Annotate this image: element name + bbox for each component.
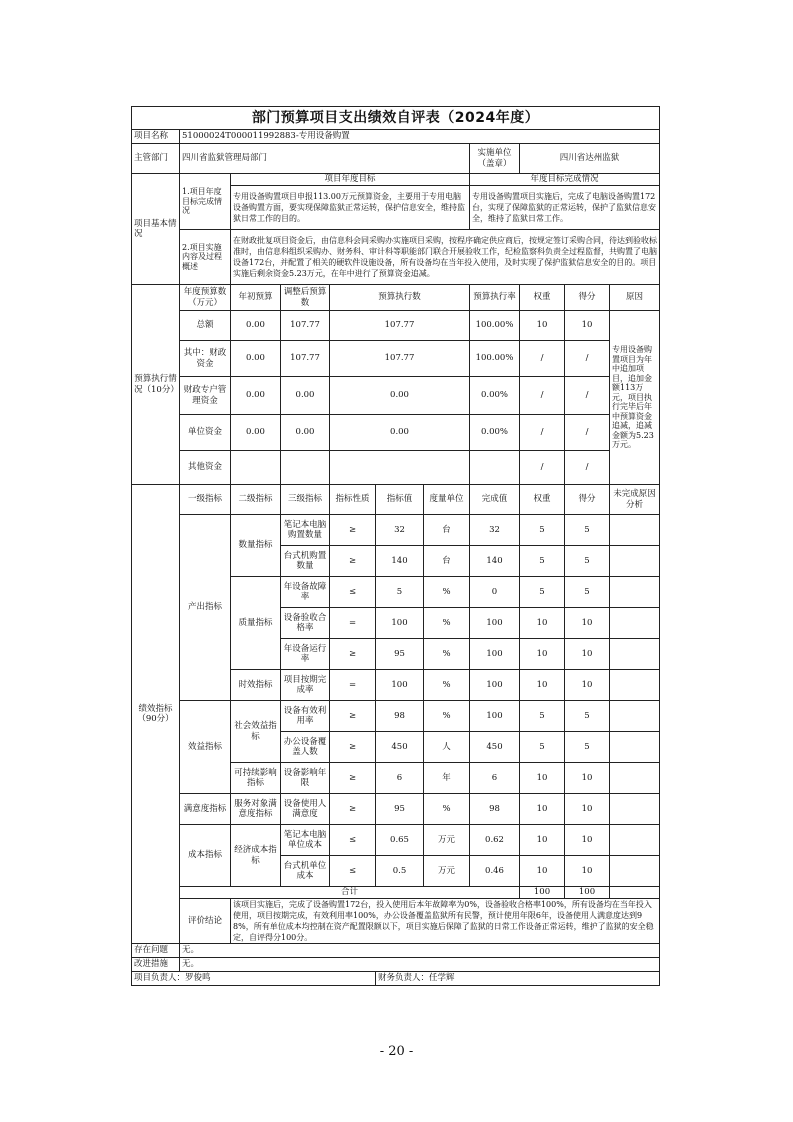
budget-header: 调整后预算数 — [281, 285, 330, 311]
issue-text: 无。 — [180, 944, 660, 958]
weight-cell: 10 — [520, 794, 565, 825]
weight-cell: 10 — [520, 639, 565, 670]
weight-cell: 5 — [520, 701, 565, 732]
budget-header: 原因 — [610, 285, 660, 311]
op-cell: = — [330, 608, 376, 639]
improve-label: 改进措施 — [132, 958, 180, 972]
score-cell: 10 — [565, 856, 610, 887]
unit-cell: % — [424, 701, 470, 732]
budget-cell: 0.00 — [281, 415, 330, 451]
budget-cell: 107.77 — [281, 341, 330, 377]
perf-header: 指标值 — [376, 485, 424, 515]
impl-unit-value: 四川省达州监狱 — [520, 144, 660, 174]
budget-section-label: 预算执行情况（10分） — [132, 285, 180, 485]
budget-cell: 0.00 — [231, 377, 281, 415]
budget-cell: 0.00 — [281, 377, 330, 415]
budget-header: 预算执行数 — [330, 285, 470, 311]
op-cell: ≤ — [330, 825, 376, 856]
op-cell: ≥ — [330, 546, 376, 577]
weight-cell: 10 — [520, 670, 565, 701]
l3-cell: 台式机单位成本 — [281, 856, 330, 887]
op-cell: ≤ — [330, 577, 376, 608]
weight-cell: 5 — [520, 577, 565, 608]
done-cell: 140 — [470, 546, 520, 577]
val-cell: 95 — [376, 794, 424, 825]
budget-cell: 107.77 — [330, 311, 470, 341]
unit-cell: % — [424, 577, 470, 608]
perf-header: 权重 — [520, 485, 565, 515]
op-cell: ≥ — [330, 639, 376, 670]
page-number: - 20 - — [379, 1044, 414, 1059]
eval-label: 评价结论 — [180, 899, 231, 944]
budget-cell: / — [565, 377, 610, 415]
perf-header: 度量单位 — [424, 485, 470, 515]
l3-cell: 设备有效利用率 — [281, 701, 330, 732]
budget-cell: 0.00 — [330, 415, 470, 451]
done-cell: 0.46 — [470, 856, 520, 887]
budget-header: 年度预算数（万元） — [180, 285, 231, 311]
budget-cell: / — [565, 415, 610, 451]
budget-cell: / — [565, 451, 610, 485]
evaluation-sheet — [131, 106, 659, 986]
reason-cell — [610, 670, 660, 701]
budget-cell: 0.00 — [231, 415, 281, 451]
val-cell: 100 — [376, 608, 424, 639]
budget-cell: 10 — [520, 311, 565, 341]
budget-cell — [231, 451, 281, 485]
l2-quantity: 数量指标 — [231, 515, 281, 577]
done-cell: 100 — [470, 701, 520, 732]
goal-header: 项目年度目标 — [231, 174, 470, 186]
done-text: 专用设备购置项目实施后，完成了电脑设备购置172台，实现了保障监狱的正常运转，保护了监狱信息安全，维持了监狱日常工作。 — [470, 186, 660, 230]
reason-cell — [610, 577, 660, 608]
budget-row-name: 其中：财政资金 — [180, 341, 231, 377]
budget-cell: 100.00% — [470, 311, 520, 341]
dept-value: 四川省监狱管理局部门 — [180, 144, 470, 174]
budget-cell: / — [520, 377, 565, 415]
l3-cell: 年设备故障率 — [281, 577, 330, 608]
val-cell: 5 — [376, 577, 424, 608]
l2-quality: 质量指标 — [231, 577, 281, 670]
val-cell: 95 — [376, 639, 424, 670]
score-cell: 10 — [565, 670, 610, 701]
reason-cell — [610, 608, 660, 639]
budget-cell: 0.00 — [330, 377, 470, 415]
l1-satisfaction: 满意度指标 — [180, 794, 231, 825]
budget-cell: / — [520, 341, 565, 377]
budget-cell: 100.00% — [470, 341, 520, 377]
perf-header: 一级指标 — [180, 485, 231, 515]
basic-info-label: 项目基本情况 — [132, 174, 180, 285]
budget-cell: 0.00% — [470, 377, 520, 415]
budget-header: 预算执行率 — [470, 285, 520, 311]
goal-text: 专用设备购置项目申报113.00万元预算资金，主要用于专用电脑设备购置方面，要实现保障监狱正常运转，保护信息安全，维持监狱日常工作的目的。 — [231, 186, 470, 230]
budget-cell: 0.00 — [231, 311, 281, 341]
total-score: 100 — [565, 887, 610, 899]
reason-cell — [610, 794, 660, 825]
budget-row-name: 其他资金 — [180, 451, 231, 485]
op-cell: ≤ — [330, 856, 376, 887]
impl-text: 在财政批复项目资金后，由信息科会同采购办实施项目采购，按程序确定供应商后，按规定签订采购合同，待达到验收标准时，由信息科组织采购办、财务科、审计科等职能部门联合开展验收工作，纪检监察科负责全过程监督，共购置了电脑设备172台，并配置了相关的硬软件设施设备，所有设备均在当年投入使用，及时实现了保护监狱信息安全的目的。项目实施后剩余资金5.23万元，在年中进行了预算资金追减。 — [231, 230, 660, 285]
weight-cell: 10 — [520, 825, 565, 856]
val-cell: 140 — [376, 546, 424, 577]
score-cell: 5 — [565, 732, 610, 763]
reason-cell — [610, 732, 660, 763]
done-cell: 6 — [470, 763, 520, 794]
l1-benefit: 效益指标 — [180, 701, 231, 794]
val-cell: 32 — [376, 515, 424, 546]
unit-cell: % — [424, 608, 470, 639]
score-cell: 10 — [565, 639, 610, 670]
l2-economic: 经济成本指标 — [231, 825, 281, 887]
l2-service: 服务对象满意度指标 — [231, 794, 281, 825]
op-cell: ≥ — [330, 763, 376, 794]
total-reason — [610, 887, 660, 899]
budget-cell — [330, 451, 470, 485]
reason-cell — [610, 763, 660, 794]
done-header: 年度目标完成情况 — [470, 174, 660, 186]
l3-cell: 办公设备覆盖人数 — [281, 732, 330, 763]
unit-cell: 人 — [424, 732, 470, 763]
val-cell: 6 — [376, 763, 424, 794]
perf-header: 未完成原因分析 — [610, 485, 660, 515]
done-cell: 100 — [470, 670, 520, 701]
perf-header: 得分 — [565, 485, 610, 515]
impl-label: 2.项目实施内容及过程概述 — [180, 230, 231, 285]
val-cell: 0.65 — [376, 825, 424, 856]
perf-header: 指标性质 — [330, 485, 376, 515]
budget-cell: / — [520, 451, 565, 485]
l1-cost: 成本指标 — [180, 825, 231, 887]
unit-cell: % — [424, 794, 470, 825]
op-cell: ≥ — [330, 794, 376, 825]
finance-manager: 财务负责人：任学辉 — [376, 972, 660, 986]
improve-text: 无。 — [180, 958, 660, 972]
done-cell: 100 — [470, 639, 520, 670]
l3-cell: 设备影响年限 — [281, 763, 330, 794]
budget-header: 得分 — [565, 285, 610, 311]
impl-unit-label: 实施单位（盖章） — [470, 144, 520, 174]
val-cell: 98 — [376, 701, 424, 732]
budget-row-name: 总额 — [180, 311, 231, 341]
l3-cell: 设备使用人满意度 — [281, 794, 330, 825]
issue-label: 存在问题 — [132, 944, 180, 958]
perf-section-label: 绩效指标（90分） — [132, 485, 180, 944]
budget-cell: 0.00 — [231, 341, 281, 377]
reason-cell — [610, 639, 660, 670]
budget-cell: 0.00% — [470, 415, 520, 451]
done-cell: 100 — [470, 608, 520, 639]
l1-output: 产出指标 — [180, 515, 231, 701]
budget-row-name: 财政专户管理资金 — [180, 377, 231, 415]
reason-cell — [610, 825, 660, 856]
l3-cell: 设备验收合格率 — [281, 608, 330, 639]
total-weight: 100 — [520, 887, 565, 899]
op-cell: ≥ — [330, 515, 376, 546]
budget-header: 权重 — [520, 285, 565, 311]
weight-cell: 10 — [520, 856, 565, 887]
val-cell: 450 — [376, 732, 424, 763]
score-cell: 10 — [565, 763, 610, 794]
budget-cell: 10 — [565, 311, 610, 341]
weight-cell: 10 — [520, 763, 565, 794]
val-cell: 100 — [376, 670, 424, 701]
total-label: 合计 — [180, 887, 520, 899]
unit-cell: 万元 — [424, 825, 470, 856]
budget-cell: / — [520, 415, 565, 451]
score-cell: 10 — [565, 608, 610, 639]
val-cell: 0.5 — [376, 856, 424, 887]
budget-cell: 107.77 — [330, 341, 470, 377]
done-cell: 98 — [470, 794, 520, 825]
l3-cell: 台式机购置数量 — [281, 546, 330, 577]
unit-cell: % — [424, 670, 470, 701]
table-title: 部门预算项目支出绩效自评表（2024年度） — [132, 107, 660, 130]
budget-reason: 专用设备购置项目为年中追加项目，追加金额113万元，项目执行完毕后年中预算资金追减，追减金额为5.23万元。 — [610, 311, 660, 485]
done-cell: 32 — [470, 515, 520, 546]
unit-cell: 台 — [424, 515, 470, 546]
dept-label: 主管部门 — [132, 144, 180, 174]
l2-social: 社会效益指标 — [231, 701, 281, 763]
op-cell: ≥ — [330, 701, 376, 732]
score-cell: 5 — [565, 701, 610, 732]
project-name-value: 51000024T000011992883-专用设备购置 — [180, 130, 660, 144]
budget-header: 年初预算 — [231, 285, 281, 311]
perf-header: 完成值 — [470, 485, 520, 515]
op-cell: ≥ — [330, 732, 376, 763]
unit-cell: 年 — [424, 763, 470, 794]
goal-label: 1.项目年度目标完成情况 — [180, 174, 231, 230]
l3-cell: 项目按期完成率 — [281, 670, 330, 701]
score-cell: 10 — [565, 794, 610, 825]
project-manager: 项目负责人：罗俊鸣 — [132, 972, 376, 986]
reason-cell — [610, 701, 660, 732]
evaluation-table — [131, 106, 660, 986]
budget-cell — [281, 451, 330, 485]
budget-cell — [470, 451, 520, 485]
eval-text: 该项目实施后，完成了设备购置172台，投入使用后本年故障率为0%，设备验收合格率100%，所有设备均在当年投入使用，项目按期完成，有效利用率100%，办公设备覆盖监狱所有民警，预计使用年限6年，设备使用人满意度达到98%，所有单位成本均控制在资产配置限额以下，项目实施后保障了监狱的日常工作设备正常运转，维护了监狱的安全稳定，自评得分100分。 — [231, 899, 660, 944]
reason-cell — [610, 546, 660, 577]
unit-cell: % — [424, 639, 470, 670]
score-cell: 5 — [565, 546, 610, 577]
budget-row-name: 单位资金 — [180, 415, 231, 451]
l3-cell: 笔记本电脑购置数量 — [281, 515, 330, 546]
l2-sustain: 可持续影响指标 — [231, 763, 281, 794]
budget-cell: 107.77 — [281, 311, 330, 341]
score-cell: 10 — [565, 825, 610, 856]
l2-timeliness: 时效指标 — [231, 670, 281, 701]
weight-cell: 10 — [520, 608, 565, 639]
op-cell: = — [330, 670, 376, 701]
done-cell: 450 — [470, 732, 520, 763]
budget-cell: / — [565, 341, 610, 377]
perf-header: 三级指标 — [281, 485, 330, 515]
weight-cell: 5 — [520, 515, 565, 546]
l3-cell: 年设备运行率 — [281, 639, 330, 670]
weight-cell: 5 — [520, 546, 565, 577]
score-cell: 5 — [565, 577, 610, 608]
unit-cell: 万元 — [424, 856, 470, 887]
done-cell: 0.62 — [470, 825, 520, 856]
perf-header: 二级指标 — [231, 485, 281, 515]
score-cell: 5 — [565, 515, 610, 546]
done-cell: 0 — [470, 577, 520, 608]
unit-cell: 台 — [424, 546, 470, 577]
reason-cell — [610, 856, 660, 887]
project-name-label: 项目名称 — [132, 130, 180, 144]
weight-cell: 5 — [520, 732, 565, 763]
reason-cell — [610, 515, 660, 546]
l3-cell: 笔记本电脑单位成本 — [281, 825, 330, 856]
